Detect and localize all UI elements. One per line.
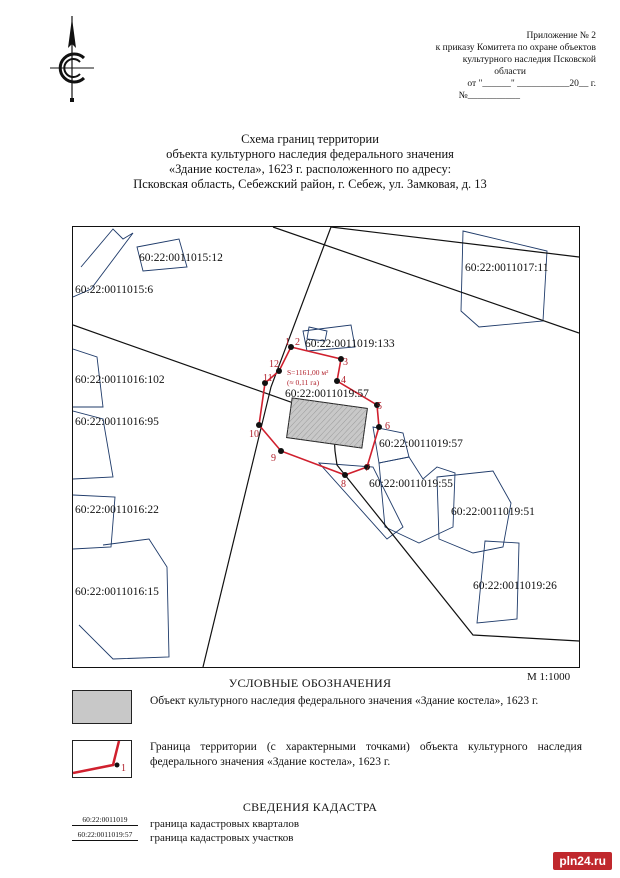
point-label: 7 [365, 463, 370, 474]
map-canvas [73, 227, 579, 667]
parcel-outline [379, 457, 455, 543]
document-title [0, 132, 620, 192]
parcel-label: 60:22:0011019:55 [369, 478, 453, 490]
cadastre-sample-quarter: 60:22:0011019 [72, 815, 138, 826]
cadastre-desc-quarter: граница кадастровых кварталов [150, 818, 300, 830]
title-line: Схема границ территории [241, 132, 379, 146]
boundary-point [278, 448, 284, 454]
map-scale: М 1:1000 [527, 671, 571, 683]
appendix-line: культурного наследия Псковской [462, 55, 596, 65]
appendix-header [386, 30, 596, 102]
cadastre-sample-parcel: 60:22:0011019:57 [72, 830, 138, 841]
parcel-outline [319, 463, 403, 539]
area-label: (≈ 0,11 га) [287, 378, 320, 387]
point-label: 1 [285, 337, 290, 348]
quarter-line [273, 227, 579, 333]
parcel-label: 60:22:0011016:95 [75, 416, 159, 428]
appendix-line: Приложение № 2 [526, 31, 596, 41]
cadastre-title: СВЕДЕНИЯ КАДАСТРА [242, 800, 378, 814]
cadastral-map [72, 226, 580, 668]
legend-point-label: 1 [121, 763, 126, 774]
point-label: 12 [269, 359, 279, 370]
boundary-point [334, 378, 340, 384]
parcel-label: 60:22:0011019:26 [473, 580, 557, 592]
point-label: 10 [249, 429, 259, 440]
boundary-point [256, 422, 262, 428]
boundary-point [342, 472, 348, 478]
point-label: 2 [295, 337, 300, 348]
appendix-line: области [494, 67, 526, 77]
site-watermark: pln24.ru [553, 852, 612, 870]
point-label: 6 [385, 421, 390, 432]
point-label: 3 [343, 357, 348, 368]
parcel-outline [461, 231, 547, 327]
legend-building-text: Объект культурного наследия федерального значения «Здание костела», 1623 г. [150, 695, 539, 707]
parcel-label: 60:22:0011019:57 [379, 438, 463, 450]
parcel-label: 60:22:0011016:102 [75, 374, 165, 386]
parcel-label: 60:22:0011016:15 [75, 586, 159, 598]
point-label: 8 [341, 479, 346, 490]
legend-title: УСЛОВНЫЕ ОБОЗНАЧЕНИЯ [228, 676, 392, 690]
parcel-label: 60:22:0011015:12 [139, 252, 223, 264]
point-label: 9 [271, 453, 276, 464]
appendix-number: №___________ [458, 91, 520, 101]
area-label: S=1161,00 м² [287, 368, 329, 377]
boundary-point [376, 424, 382, 430]
parcel-label: 60:22:0011017:11 [465, 262, 549, 274]
parcel-label: 60:22:0011019:133 [305, 338, 395, 350]
quarter-line [203, 227, 331, 667]
point-label: 11 [263, 373, 273, 384]
legend-building-swatch [72, 690, 132, 724]
title-line: Псковская область, Себежский район, г. Себеж, ул. Замковая, д. 13 [133, 177, 487, 191]
title-line: объекта культурного наследия федерального значения [166, 147, 454, 161]
parcel-label: 60:22:0011019:57 [285, 388, 369, 400]
parcel-label: 60:22:0011016:22 [75, 504, 159, 516]
legend-boundary-swatch [72, 740, 132, 778]
cadastre-desc-parcel: граница кадастровых участков [150, 832, 294, 844]
legend-boundary-text: Граница территории (с характерными точками) объекта культурного наследия федерального значения «Здание костела», 1623 г. [150, 741, 582, 768]
point-label: 4 [341, 375, 346, 386]
parcel-label: 60:22:0011015:6 [75, 284, 154, 296]
appendix-date: от "______" ___________20__ г. [467, 79, 596, 89]
title-line: «Здание костела», 1623 г. расположенного по адресу: [168, 162, 452, 176]
parcel-label: 60:22:0011019:51 [451, 506, 535, 518]
boundary-sample-icon [73, 741, 131, 777]
parcel-outline [79, 539, 169, 659]
compass-emblem-icon [44, 14, 100, 104]
point-label: 5 [377, 401, 382, 412]
quarter-line [331, 227, 579, 257]
appendix-line: к приказу Комитета по охране объектов [435, 43, 596, 53]
